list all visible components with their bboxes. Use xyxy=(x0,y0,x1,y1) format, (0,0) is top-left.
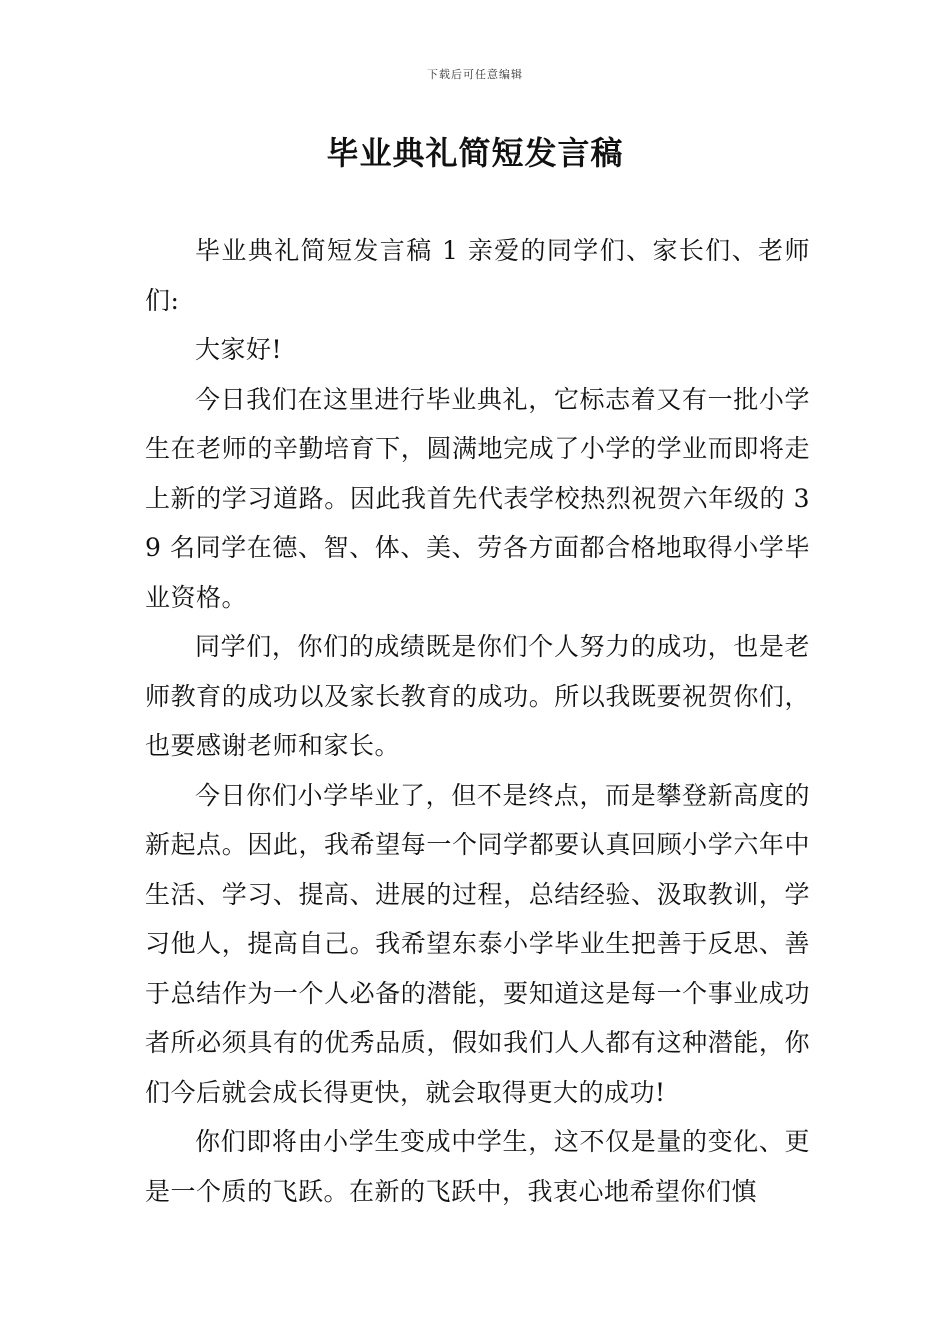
document-body xyxy=(145,226,810,1216)
paragraph: 今日我们在这里进行毕业典礼，它标志着又有一批小学生在老师的辛勤培育下，圆满地完成了小学的学业而即将走上新的学习道路。因此我首先代表学校热烈祝贺六年级的 39 名同学在德、智、体、美、劳各方面都合格地取得小学毕业资格。 xyxy=(145,384,810,612)
paragraph: 你们即将由小学生变成中学生，这不仅是量的变化、更是一个质的飞跃。在新的飞跃中，我衷心地希望你们慎 xyxy=(145,1127,810,1206)
paragraph: 毕业典礼简短发言稿 1 亲爱的同学们、家长们、老师们: xyxy=(145,236,810,315)
paragraph: 大家好! xyxy=(195,335,283,364)
paragraph: 同学们，你们的成绩既是你们个人努力的成功，也是老师教育的成功以及家长教育的成功。所以我既要祝贺你们，也要感谢老师和家长。 xyxy=(145,632,810,760)
document-title: 毕业典礼简短发言稿 xyxy=(326,134,624,172)
paragraph: 今日你们小学毕业了，但不是终点，而是攀登新高度的新起点。因此，我希望每一个同学都要认真回顾小学六年中生活、学习、提高、进展的过程，总结经验、汲取教训，学习他人，提高自己。我希望东泰小学毕业生把善于反思、善于总结作为一个人必备的潜能，要知道这是每一个事业成功者所必须具有的优秀品质，假如我们人人都有这种潜能，你们今后就会成长得更快，就会取得更大的成功! xyxy=(145,780,810,1107)
header-note: 下载后可任意编辑 xyxy=(427,68,523,81)
